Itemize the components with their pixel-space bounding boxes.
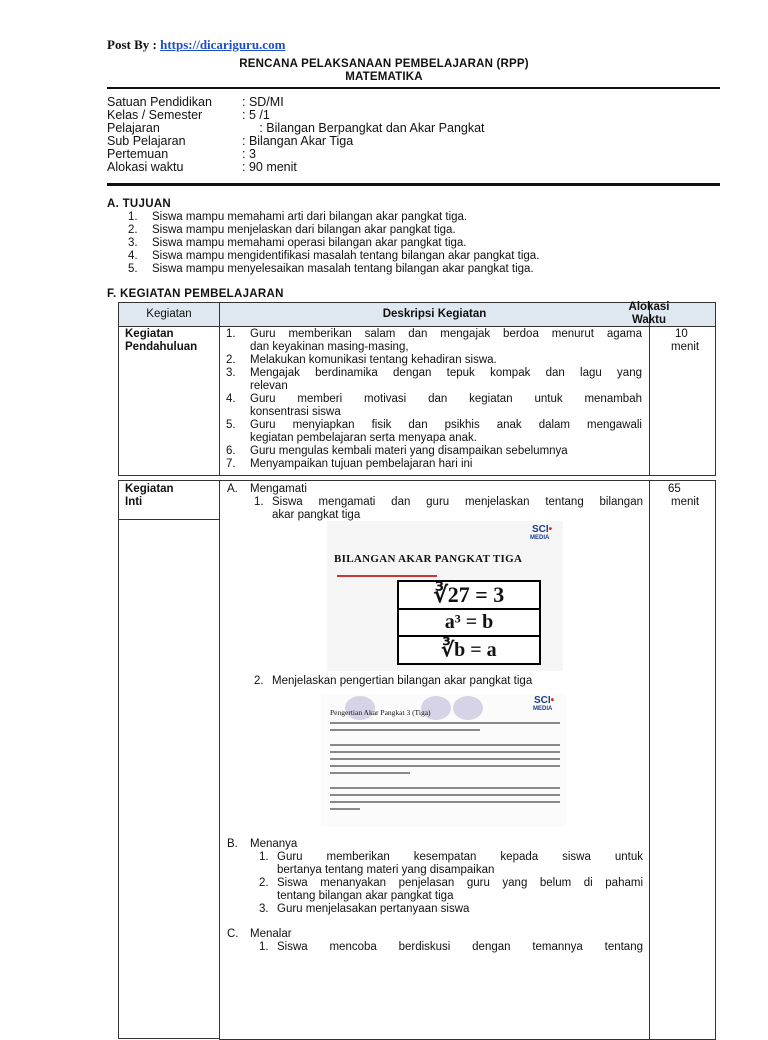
item-number: 3. (259, 903, 269, 915)
list-item: 4. Siswa mampu mengidentifikasi masalah tentang bilangan akar pangkat tiga. (128, 250, 540, 262)
tujuan-heading: A. TUJUAN (107, 198, 172, 210)
top-rule (107, 87, 720, 89)
post-link[interactable]: https://dicariguru.com (160, 37, 286, 52)
item-number: 1. (259, 941, 269, 953)
section-b-item-line: Guru menjelasakan pertanyaan siswa (277, 903, 470, 915)
equation-box-1: ∛27 = 3 (397, 580, 541, 610)
tujuan-list (128, 211, 539, 276)
pendahuluan-item-line: Guru memberi motivasi dan kegiatan untuk menambah (250, 393, 642, 405)
post-by-line (107, 37, 285, 53)
header-deskripsi: Deskripsi Kegiatan (382, 308, 487, 320)
pendahuluan-item-line: konsentrasi siswa (250, 406, 341, 418)
sci-media-logo-sub: MEDIA (533, 706, 553, 712)
item-number: 2. (254, 675, 264, 687)
list-item: 3. Siswa mampu memahami operasi bilangan akar pangkat tiga. (128, 237, 467, 249)
item-number: 6. (226, 445, 236, 457)
item-number: 3. (226, 367, 236, 379)
pendahuluan-time-value: 10 (675, 328, 688, 340)
section-b-item-line: Siswa menanyakan penjelasan guru yang belum di pahami (277, 877, 643, 889)
list-item: 5. Siswa mampu menyelesaikan masalah tentang bilangan akar pangkat tiga. (128, 263, 534, 275)
header-kegiatan: Kegiatan (146, 308, 192, 320)
inti-time-cell (649, 480, 716, 1040)
pendahuluan-item-line: Mengajak berdinamika dengan tepuk kompak dan lagu yang (250, 367, 642, 379)
section-a-title: Mengamati (250, 483, 307, 495)
equation-box-2: a³ = b (397, 608, 541, 637)
post-by-label: Post By : (107, 37, 161, 52)
sci-media-logo: SCI• (532, 524, 553, 535)
info-rule (107, 183, 720, 186)
item-number: 1. (259, 851, 269, 863)
pengertian-image (321, 694, 566, 827)
section-b-item-line: bertanya tentang materi yang disampaikan (277, 864, 495, 876)
section-c-item-1: Siswa mencoba berdiskusi dengan temannya tentang (277, 941, 643, 953)
image-heading: BILANGAN AKAR PANGKAT TIGA (334, 553, 523, 565)
inti-time-value: 65 (668, 483, 681, 495)
pendahuluan-item-line: Menyampaikan tujuan pembelajaran hari ini (250, 458, 473, 470)
pendahuluan-label-1: Kegiatan (125, 328, 174, 340)
image-heading: Pengertian Akar Pangkat 3 (Tiga) (330, 708, 431, 717)
item-number: 5. (226, 419, 236, 431)
pendahuluan-item-line: Melakukan komunikasi tentang kehadiran siswa. (250, 354, 497, 366)
list-item: 1. Siswa mampu memahami arti dari bilangan akar pangkat tiga. (128, 211, 468, 223)
item-number: 7. (226, 458, 236, 470)
item-number: 2. (259, 877, 269, 889)
item-number: 2. (226, 354, 236, 366)
pendahuluan-item-line: relevan (250, 380, 288, 392)
pendahuluan-item-line: Guru menyiapkan fisik dan psikhis anak dalam mengawali (250, 419, 642, 431)
equation-box-3: ∛b = a (397, 635, 541, 665)
pendahuluan-item-line: kegiatan pembelajaran serta menyapa anak. (250, 432, 477, 444)
section-c-label: C. (227, 928, 239, 940)
item-number: 1. (254, 496, 264, 508)
inti-label-cell-lower (118, 519, 220, 1039)
section-b-item-line: Guru memberikan kesempatan kepada siswa untuk (277, 851, 643, 863)
red-underline (337, 575, 437, 577)
section-a-item-2: Menjelaskan pengertian bilangan akar pangkat tiga (272, 675, 533, 687)
sci-media-logo: SCI• (534, 695, 555, 706)
section-a-label: A. (227, 483, 238, 495)
section-b-item-line: tentang bilangan akar pangkat tiga (277, 890, 454, 902)
akar-pangkat-tiga-image (327, 521, 563, 671)
document-subtitle: MATEMATIKA (345, 71, 423, 83)
list-item: 2. Siswa mampu menjelaskan dari bilangan akar pangkat tiga. (128, 224, 456, 236)
section-a-item-1-line-1: Siswa mengamati dan guru menjelaskan tentang bilangan (272, 496, 643, 508)
pendahuluan-label-2: Pendahuluan (125, 341, 198, 353)
pendahuluan-item-line: Guru mengulas kembali materi yang disampaikan sebelumnya (250, 445, 568, 457)
pendahuluan-item-line: dan keyakinan masing-masing, (250, 341, 409, 353)
inti-label-2: Inti (125, 496, 143, 508)
pendahuluan-time-unit: menit (671, 341, 700, 353)
inti-label-1: Kegiatan (125, 483, 174, 495)
section-b-label: B. (227, 838, 238, 850)
document-title: RENCANA PELAKSANAAN PEMBELAJARAN (RPP) (239, 58, 529, 70)
decor-circle (453, 696, 483, 720)
paragraph-lines (330, 722, 562, 822)
section-b-title: Menanya (250, 838, 298, 850)
kegiatan-heading: F. KEGIATAN PEMBELAJARAN (107, 288, 284, 300)
item-number: 4. (226, 393, 236, 405)
header-alokasi: Alokasi Waktu (628, 301, 670, 326)
section-a-item-1-line-2: akar pangkat tiga (272, 509, 361, 521)
inti-time-unit: menit (671, 496, 700, 508)
section-c-title: Menalar (250, 928, 292, 940)
item-number: 1. (226, 328, 236, 340)
sci-media-logo-sub: MEDIA (530, 535, 550, 541)
pendahuluan-item-line: Guru memberikan salam dan mengajak berdoa menurut agama (250, 328, 642, 340)
